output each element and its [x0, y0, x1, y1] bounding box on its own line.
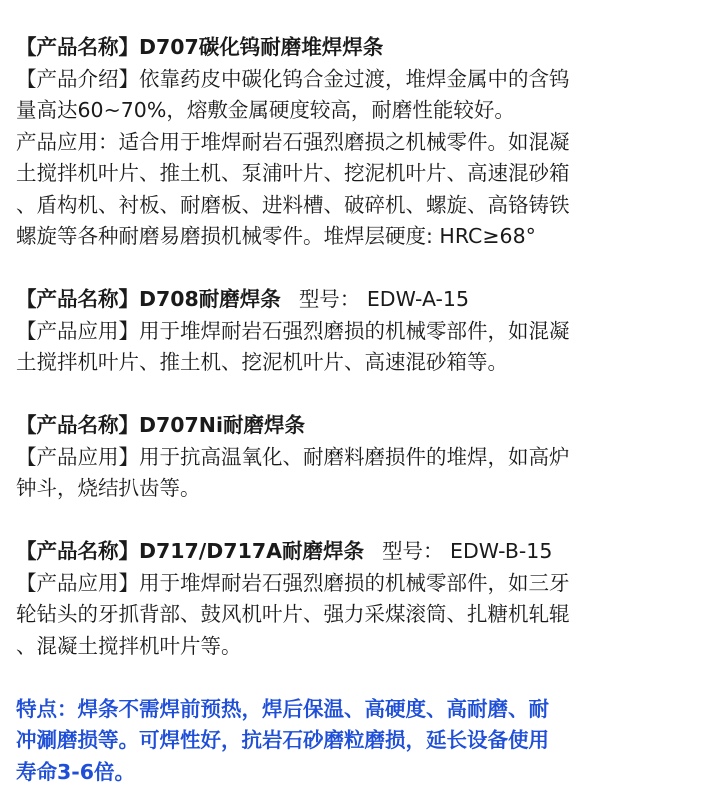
features-block	[16, 694, 685, 789]
product-text-line: 轮钻头的牙抓背部、鼓风机叶片、强力采煤滚筒、扎糖机轧辊	[16, 602, 570, 626]
product-block-d708	[16, 284, 685, 379]
product-text-line: 【产品应用】用于抗高温氧化、耐磨料磨损件的堆焊，如高炉	[16, 444, 570, 469]
product-model: 型号： EDW-A-15	[298, 287, 470, 311]
feature-text-line: 寿命3-6倍。	[16, 759, 136, 784]
product-title	[16, 536, 685, 568]
product-text-line: 钟斗，烧结扒齿等。	[16, 476, 201, 500]
product-text-line: 量高达60~70%，熔敷金属硬度较高，耐磨性能较好。	[16, 98, 515, 122]
product-text-line: 【产品介绍】依靠药皮中碳化钨合金过渡，堆焊金属中的含钨	[16, 66, 570, 91]
product-title	[16, 284, 685, 316]
product-name: 【产品名称】D717/D717A耐磨焊条	[16, 539, 364, 563]
product-text-line: 、混凝土搅拌机叶片等。	[16, 633, 242, 658]
product-block-d707	[16, 32, 685, 253]
product-name: 【产品名称】D708耐磨焊条	[16, 287, 281, 311]
product-title: 【产品名称】D707碳化钨耐磨堆焊焊条	[16, 35, 384, 59]
spacer	[16, 379, 685, 411]
product-model: 型号： EDW-B-15	[381, 539, 553, 563]
product-title: 【产品名称】D707Ni耐磨焊条	[16, 413, 305, 437]
product-block-d707ni	[16, 410, 685, 505]
product-text-line: 产品应用：适合用于堆焊耐岩石强烈磨损之机械零件。如混凝	[16, 129, 570, 154]
spacer	[16, 505, 685, 537]
product-text-line: 土搅拌机叶片、推土机、挖泥机叶片、高速混砂箱等。	[16, 350, 508, 374]
product-text-line: 、盾构机、衬板、耐磨板、进料槽、破碎机、螺旋、高铬铸铁	[16, 192, 570, 217]
product-text-line: 螺旋等各种耐磨易磨损机械零件。堆焊层硬度: HRC≥68°	[16, 224, 536, 248]
product-text-line: 【产品应用】用于堆焊耐岩石强烈磨损的机械零部件，如三牙	[16, 570, 570, 595]
spacer	[16, 662, 685, 694]
feature-text-line: 特点：焊条不需焊前预热，焊后保温、高硬度、高耐磨、耐	[16, 696, 549, 721]
product-text-line: 土搅拌机叶片、推土机、泵浦叶片、挖泥机叶片、高速混砂箱	[16, 161, 570, 185]
spacer	[16, 253, 685, 285]
product-text-line: 【产品应用】用于堆焊耐岩石强烈磨损的机械零部件，如混凝	[16, 318, 570, 343]
feature-text-line: 冲涮磨损等。可焊性好，抗岩石砂磨粒磨损，延长设备使用	[16, 728, 549, 752]
product-block-d717	[16, 536, 685, 662]
